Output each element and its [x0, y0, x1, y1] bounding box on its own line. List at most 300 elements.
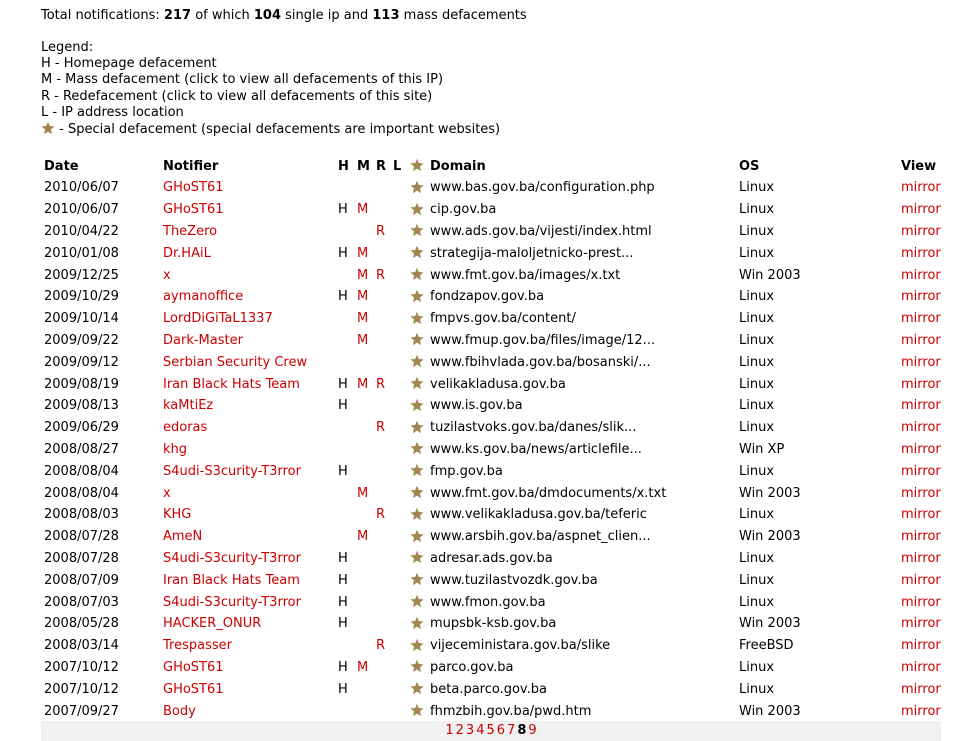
- star-icon: [410, 332, 424, 346]
- row-domain: mupsbk-ksb.gov.ba: [430, 616, 557, 632]
- table-row: [41, 569, 941, 591]
- row-os: Linux: [739, 354, 775, 370]
- homepage-flag: H: [338, 245, 348, 261]
- row-date: 2009/09/22: [44, 332, 119, 348]
- table-header: [41, 155, 941, 177]
- homepage-flag: [335, 221, 354, 243]
- special-cell: [407, 395, 427, 417]
- legend-homepage: H - Homepage defacement: [41, 56, 217, 72]
- mirror-link[interactable]: mirror: [901, 594, 941, 610]
- redeface-flag-link[interactable]: R: [376, 420, 386, 436]
- notifier-link[interactable]: kaMtiEz: [163, 398, 214, 414]
- special-cell: [407, 351, 427, 373]
- notifier-link[interactable]: S4udi-S3curity-T3rror: [163, 463, 301, 479]
- header-special: [407, 155, 427, 177]
- mass-flag-link[interactable]: M: [357, 332, 369, 348]
- notifier-link[interactable]: Trespasser: [163, 638, 232, 654]
- table-row: [41, 373, 941, 395]
- mass-flag-link[interactable]: M: [357, 485, 369, 501]
- row-domain: www.velikakladusa.gov.ba/teferic: [430, 507, 647, 523]
- page-link-6[interactable]: 6: [496, 723, 506, 738]
- table-row: [41, 613, 941, 635]
- mirror-link[interactable]: mirror: [901, 638, 941, 654]
- homepage-flag: [335, 504, 354, 526]
- special-cell: [407, 439, 427, 461]
- mass-flag-link[interactable]: M: [357, 529, 369, 545]
- row-date: 2010/06/07: [44, 202, 119, 218]
- row-os: Linux: [739, 398, 775, 414]
- row-os: Win 2003: [739, 529, 801, 545]
- mass-flag-link[interactable]: M: [357, 202, 369, 218]
- notifier-link[interactable]: Iran Black Hats Team: [163, 376, 300, 392]
- star-icon: [410, 267, 424, 281]
- special-cell: [407, 526, 427, 548]
- header-r: R: [376, 158, 387, 174]
- mirror-link[interactable]: mirror: [901, 180, 941, 196]
- row-domain: velikakladusa.gov.ba: [430, 376, 566, 392]
- row-os: Linux: [739, 594, 775, 610]
- notifier-link[interactable]: S4udi-S3curity-T3rror: [163, 550, 301, 566]
- total-notifications-summary: Total notifications: 217 of which 104 single ip and 113 mass defacements: [41, 8, 527, 23]
- page-link-9[interactable]: 9: [528, 723, 537, 738]
- notifier-link[interactable]: Dr.HAiL: [163, 245, 211, 261]
- redeface-flag-link[interactable]: R: [376, 376, 386, 392]
- location-flag: [390, 417, 407, 439]
- table-row: [41, 199, 941, 221]
- row-os: Linux: [739, 289, 775, 305]
- row-domain: www.ks.gov.ba/news/articlefile...: [430, 441, 642, 457]
- row-domain: www.arsbih.gov.ba/aspnet_clien...: [430, 529, 651, 545]
- homepage-flag: [335, 308, 354, 330]
- star-icon: [410, 441, 424, 455]
- star-icon: [410, 354, 424, 368]
- row-domain: fondzapov.gov.ba: [430, 289, 545, 305]
- mirror-link[interactable]: mirror: [901, 616, 941, 632]
- special-cell: [407, 657, 427, 679]
- star-icon: [410, 594, 424, 608]
- table-row: [41, 482, 941, 504]
- row-domain: beta.parco.gov.ba: [430, 681, 547, 697]
- mirror-link[interactable]: mirror: [901, 289, 941, 305]
- row-date: 2009/12/25: [44, 267, 119, 283]
- table-row: [41, 657, 941, 679]
- location-flag: [390, 330, 407, 352]
- table-row: [41, 351, 941, 373]
- row-domain: www.fmt.gov.ba/dmdocuments/x.txt: [430, 485, 667, 501]
- homepage-flag: H: [338, 550, 348, 566]
- mirror-link[interactable]: mirror: [901, 332, 941, 348]
- location-flag: [390, 395, 407, 417]
- table-row: [41, 264, 941, 286]
- redeface-flag-link[interactable]: R: [376, 638, 386, 654]
- location-flag: [390, 700, 407, 722]
- header-h: H: [338, 158, 349, 174]
- mass-flag-link[interactable]: M: [357, 267, 369, 283]
- legend-special: - Special defacement (special defacements are important websites): [41, 121, 500, 138]
- location-flag: [390, 635, 407, 657]
- notifier-link[interactable]: Iran Black Hats Team: [163, 572, 300, 588]
- special-cell: [407, 264, 427, 286]
- single-ip-count: 104: [253, 8, 282, 23]
- location-flag: [390, 526, 407, 548]
- row-domain: www.fmup.gov.ba/files/image/12...: [430, 332, 656, 348]
- mirror-link[interactable]: mirror: [901, 376, 941, 392]
- page-current: 8: [517, 723, 527, 738]
- table-row: [41, 635, 941, 657]
- notifier-link[interactable]: khg: [163, 441, 188, 457]
- row-date: 2008/05/28: [44, 616, 119, 632]
- mirror-link[interactable]: mirror: [901, 529, 941, 545]
- mirror-link[interactable]: mirror: [901, 420, 941, 436]
- homepage-flag: H: [338, 289, 348, 305]
- homepage-flag: [335, 635, 354, 657]
- special-cell: [407, 242, 427, 264]
- row-domain: www.fmt.gov.ba/images/x.txt: [430, 267, 621, 283]
- row-os: Win 2003: [739, 267, 801, 283]
- homepage-flag: H: [338, 398, 348, 414]
- header-os: OS: [739, 158, 760, 174]
- notifier-link[interactable]: LordDiGiTaL1337: [163, 311, 273, 327]
- homepage-flag: H: [338, 202, 348, 218]
- table-row: [41, 591, 941, 613]
- notifier-link[interactable]: TheZero: [163, 223, 218, 239]
- row-date: 2009/10/14: [44, 311, 119, 327]
- notifier-link[interactable]: Body: [163, 703, 196, 719]
- row-date: 2010/06/07: [44, 180, 119, 196]
- homepage-flag: [335, 417, 354, 439]
- notifier-link[interactable]: KHG: [163, 507, 192, 523]
- star-icon: [41, 121, 55, 135]
- notifier-link[interactable]: Serbian Security Crew: [163, 354, 308, 370]
- redeface-flag-link[interactable]: R: [376, 223, 386, 239]
- row-domain: www.fmon.gov.ba: [430, 594, 546, 610]
- star-icon: [410, 659, 424, 673]
- table-row: [41, 526, 941, 548]
- star-icon: [410, 638, 424, 652]
- row-date: 2008/08/04: [44, 485, 119, 501]
- row-date: 2008/03/14: [44, 638, 119, 654]
- notifier-link[interactable]: GHoST61: [163, 180, 224, 196]
- row-os: Linux: [739, 245, 775, 261]
- row-domain: www.tuzilastvozdk.gov.ba: [430, 572, 598, 588]
- row-domain: www.bas.gov.ba/configuration.php: [430, 180, 655, 196]
- location-flag: [390, 264, 407, 286]
- row-date: 2009/06/29: [44, 420, 119, 436]
- row-date: 2008/08/04: [44, 463, 119, 479]
- row-os: Win 2003: [739, 485, 801, 501]
- legend: [41, 40, 500, 138]
- location-flag: [390, 242, 407, 264]
- special-cell: [407, 460, 427, 482]
- notifier-link[interactable]: S4udi-S3curity-T3rror: [163, 594, 301, 610]
- location-flag: [390, 286, 407, 308]
- location-flag: [390, 504, 407, 526]
- special-cell: [407, 417, 427, 439]
- mirror-link[interactable]: mirror: [901, 267, 941, 283]
- row-os: Linux: [739, 463, 775, 479]
- star-icon: [410, 376, 424, 390]
- row-date: 2008/07/03: [44, 594, 119, 610]
- row-os: Linux: [739, 659, 775, 675]
- row-os: Linux: [739, 420, 775, 436]
- star-icon: [410, 485, 424, 499]
- homepage-flag: [335, 526, 354, 548]
- location-flag: [390, 591, 407, 613]
- special-cell: [407, 177, 427, 199]
- mass-count: 113: [372, 8, 400, 23]
- row-date: 2007/10/12: [44, 659, 119, 675]
- page-link-1[interactable]: 1: [445, 723, 454, 738]
- special-cell: [407, 700, 427, 722]
- star-icon: [410, 572, 424, 586]
- table-row: [41, 548, 941, 570]
- homepage-flag: [335, 439, 354, 461]
- homepage-flag: [335, 264, 354, 286]
- special-cell: [407, 504, 427, 526]
- location-flag: [390, 308, 407, 330]
- mirror-link[interactable]: mirror: [901, 507, 941, 523]
- notifier-link[interactable]: GHoST61: [163, 659, 224, 675]
- row-domain: parco.gov.ba: [430, 659, 514, 675]
- header-domain: Domain: [430, 158, 486, 174]
- location-flag: [390, 221, 407, 243]
- notifier-link[interactable]: GHoST61: [163, 681, 224, 697]
- row-os: Win 2003: [739, 616, 801, 632]
- row-os: Win 2003: [739, 703, 801, 719]
- legend-title: Legend:: [41, 40, 94, 55]
- mirror-link[interactable]: mirror: [901, 572, 941, 588]
- homepage-flag: H: [338, 659, 348, 675]
- special-cell: [407, 308, 427, 330]
- row-date: 2009/09/12: [44, 354, 119, 370]
- location-flag: [390, 613, 407, 635]
- mirror-link[interactable]: mirror: [901, 703, 941, 719]
- special-cell: [407, 613, 427, 635]
- row-date: 2007/10/12: [44, 681, 119, 697]
- table-row: [41, 330, 941, 352]
- homepage-flag: H: [338, 616, 348, 632]
- star-icon: [410, 463, 424, 477]
- star-icon: [410, 681, 424, 695]
- location-flag: [390, 569, 407, 591]
- star-icon: [410, 507, 424, 521]
- row-os: Linux: [739, 376, 775, 392]
- row-os: Linux: [739, 681, 775, 697]
- row-date: 2009/08/13: [44, 398, 119, 414]
- homepage-flag: H: [338, 681, 348, 697]
- total-count: 217: [163, 8, 192, 23]
- mass-flag-link[interactable]: M: [357, 289, 369, 305]
- star-icon: [410, 289, 424, 303]
- row-domain: cip.gov.ba: [430, 202, 497, 218]
- row-date: 2007/09/27: [44, 703, 119, 719]
- notifier-link[interactable]: GHoST61: [163, 202, 224, 218]
- row-os: Linux: [739, 311, 775, 327]
- row-os: FreeBSD: [739, 638, 794, 654]
- row-date: 2008/08/27: [44, 441, 119, 457]
- mirror-link[interactable]: mirror: [901, 550, 941, 566]
- location-flag: [390, 657, 407, 679]
- mirror-link[interactable]: mirror: [901, 441, 941, 457]
- location-flag: [390, 351, 407, 373]
- table-row: [41, 221, 941, 243]
- notifier-link[interactable]: HACKER_ONUR: [163, 616, 262, 632]
- pagination: [41, 721, 941, 741]
- row-date: 2008/07/28: [44, 550, 119, 566]
- redeface-flag-link[interactable]: R: [376, 507, 386, 523]
- homepage-flag: H: [338, 572, 348, 588]
- mirror-link[interactable]: mirror: [901, 311, 941, 327]
- homepage-flag: [335, 330, 354, 352]
- table-row: [41, 439, 941, 461]
- star-icon: [410, 311, 424, 325]
- row-domain: tuzilastvoks.gov.ba/danes/slik...: [430, 420, 637, 436]
- notifier-link[interactable]: x: [163, 485, 171, 501]
- star-icon: [410, 223, 424, 237]
- legend-location: L - IP address location: [41, 104, 184, 120]
- row-date: 2010/04/22: [44, 223, 119, 239]
- row-domain: adresar.ads.gov.ba: [430, 550, 553, 566]
- location-flag: [390, 177, 407, 199]
- row-date: 2010/01/08: [44, 245, 119, 261]
- row-os: Linux: [739, 332, 775, 348]
- star-icon: [410, 529, 424, 543]
- row-date: 2009/08/19: [44, 376, 119, 392]
- redeface-flag-link[interactable]: R: [376, 267, 386, 283]
- table-row: [41, 700, 941, 722]
- star-icon: [410, 420, 424, 434]
- row-date: 2008/07/28: [44, 529, 119, 545]
- row-domain: fmp.gov.ba: [430, 463, 503, 479]
- location-flag: [390, 460, 407, 482]
- page-link-3[interactable]: 3: [465, 723, 475, 738]
- location-flag: [390, 548, 407, 570]
- location-flag: [390, 678, 407, 700]
- special-cell: [407, 635, 427, 657]
- mirror-link[interactable]: mirror: [901, 398, 941, 414]
- row-os: Linux: [739, 202, 775, 218]
- star-icon: [410, 550, 424, 564]
- mirror-link[interactable]: mirror: [901, 223, 941, 239]
- row-domain: www.fbihvlada.gov.ba/bosanski/...: [430, 354, 651, 370]
- mass-flag-link[interactable]: M: [357, 659, 369, 675]
- header-view: View: [901, 158, 937, 174]
- row-os: Linux: [739, 572, 775, 588]
- table-row: [41, 504, 941, 526]
- row-domain: www.ads.gov.ba/vijesti/index.html: [430, 223, 652, 239]
- row-domain: www.is.gov.ba: [430, 398, 523, 414]
- notifier-link[interactable]: x: [163, 267, 171, 283]
- special-cell: [407, 548, 427, 570]
- header-m: M: [357, 158, 370, 174]
- mirror-link[interactable]: mirror: [901, 681, 941, 697]
- mirror-link[interactable]: mirror: [901, 354, 941, 370]
- homepage-flag: H: [338, 376, 348, 392]
- notifier-link[interactable]: aymanoffice: [163, 289, 244, 305]
- star-icon: [410, 158, 424, 172]
- notifier-link[interactable]: AmeN: [163, 529, 203, 545]
- special-cell: [407, 373, 427, 395]
- special-cell: [407, 591, 427, 613]
- table-row: [41, 286, 941, 308]
- mirror-link[interactable]: mirror: [901, 485, 941, 501]
- table-row: [41, 460, 941, 482]
- table-row: [41, 242, 941, 264]
- star-icon: [410, 245, 424, 259]
- mass-flag-link[interactable]: M: [357, 376, 369, 392]
- header-date: Date: [44, 158, 79, 174]
- star-icon: [410, 202, 424, 216]
- star-icon: [410, 616, 424, 630]
- homepage-flag: H: [338, 594, 348, 610]
- table-row: [41, 678, 941, 700]
- special-cell: [407, 482, 427, 504]
- row-date: 2008/07/09: [44, 572, 119, 588]
- special-cell: [407, 286, 427, 308]
- row-date: 2008/08/03: [44, 507, 119, 523]
- row-os: Linux: [739, 223, 775, 239]
- mirror-link[interactable]: mirror: [901, 659, 941, 675]
- homepage-flag: [335, 351, 354, 373]
- location-flag: [390, 439, 407, 461]
- homepage-flag: [335, 700, 354, 722]
- special-cell: [407, 330, 427, 352]
- location-flag: [390, 482, 407, 504]
- table-row: [41, 417, 941, 439]
- location-flag: [390, 373, 407, 395]
- page-link-2[interactable]: 2: [455, 723, 464, 738]
- notifier-link[interactable]: Dark-Master: [163, 332, 243, 348]
- mirror-link[interactable]: mirror: [901, 202, 941, 218]
- row-os: Win XP: [739, 441, 785, 457]
- legend-redefacement: R - Redefacement (click to view all defacements of this site): [41, 88, 433, 104]
- row-domain: fhmzbih.gov.ba/pwd.htm: [430, 703, 592, 719]
- table-row: [41, 395, 941, 417]
- special-cell: [407, 678, 427, 700]
- special-cell: [407, 221, 427, 243]
- homepage-flag: H: [338, 463, 348, 479]
- special-cell: [407, 569, 427, 591]
- row-domain: strategija-maloljetnicko-prest...: [430, 245, 634, 261]
- page-link-7[interactable]: 7: [507, 723, 516, 738]
- homepage-flag: [335, 177, 354, 199]
- location-flag: [390, 199, 407, 221]
- row-domain: fmpvs.gov.ba/content/: [430, 311, 576, 327]
- page-link-5[interactable]: 5: [486, 723, 495, 738]
- page-link-4[interactable]: 4: [476, 723, 485, 738]
- row-os: Linux: [739, 180, 775, 196]
- star-icon: [410, 703, 424, 717]
- notifier-link[interactable]: edoras: [163, 420, 208, 436]
- table-row: [41, 308, 941, 330]
- row-domain: vijeceministara.gov.ba/slike: [430, 638, 611, 654]
- header-l: L: [393, 158, 402, 174]
- defacements-table: [41, 155, 941, 722]
- row-os: Linux: [739, 507, 775, 523]
- mass-flag-link[interactable]: M: [357, 245, 369, 261]
- special-cell: [407, 199, 427, 221]
- row-os: Linux: [739, 550, 775, 566]
- star-icon: [410, 398, 424, 412]
- legend-mass: M - Mass defacement (click to view all defacements of this IP): [41, 72, 444, 88]
- mirror-link[interactable]: mirror: [901, 245, 941, 261]
- mass-flag-link[interactable]: M: [357, 311, 369, 327]
- mirror-link[interactable]: mirror: [901, 463, 941, 479]
- homepage-flag: [335, 482, 354, 504]
- row-date: 2009/10/29: [44, 289, 119, 305]
- header-notifier: Notifier: [163, 158, 219, 174]
- star-icon: [410, 180, 424, 194]
